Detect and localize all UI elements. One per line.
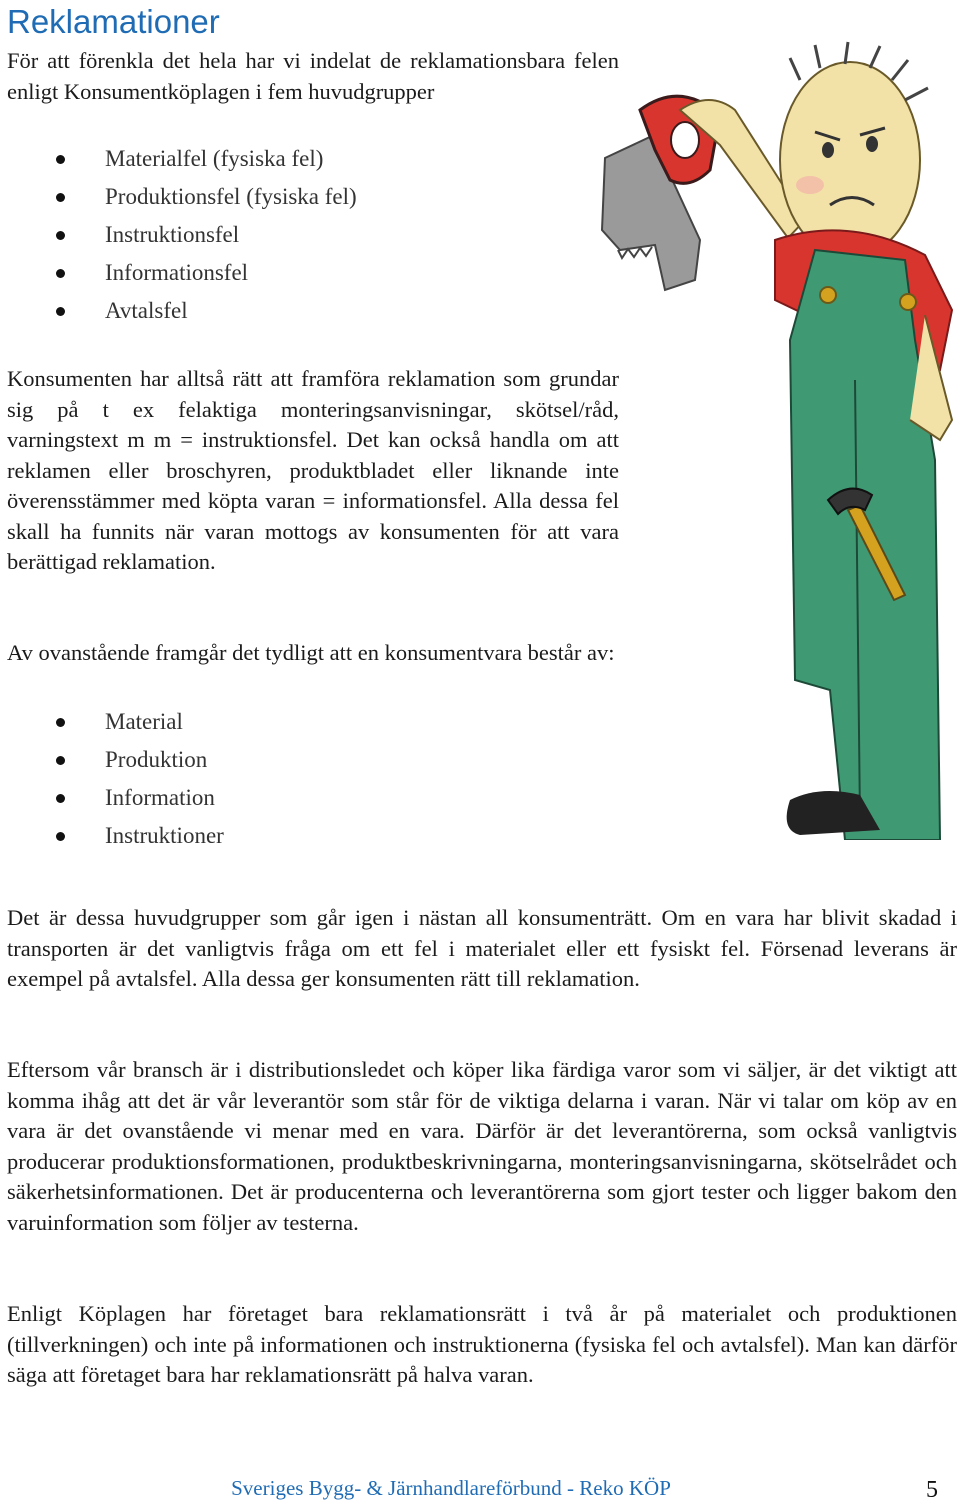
list-item: Informationsfel [0,254,357,292]
list-item: Produktion [0,741,224,779]
list-item: Produktionsfel (fysiska fel) [0,178,357,216]
instructions-paragraph: Konsumenten har alltså rätt att framföra reklamation som grundar sig på t ex felaktiga monteringsanvisningar, skötsel/råd, varningstext m m = instruktionsfel. Det kan också handla om att reklamen eller broschyren, produktbladet eller liknande inte överensstämmer med köpta varan = informationsfel. Alla dessa fel skall ha funnits när varan mottogs av konsumenten för att vara berättigad reklamation. [7,366,619,574]
bullet-icon [56,269,65,278]
list-item: Information [0,779,224,817]
components-list [0,703,224,855]
bullet-icon [56,193,65,202]
bullet-icon [56,794,65,803]
main-groups-paragraph: Det är dessa huvudgrupper som går igen i nästan all konsumenträtt. Om en vara har blivit skadad i transporten är det vanligtvis fråga om ett fel i materialet eller ett fysiskt fel. Försenad leverans är exempel på avtalsfel. Alla dessa ger konsumenten rätt till reklamation. [7,905,957,991]
list-item: Instruktionsfel [0,216,357,254]
list-item: Avtalsfel [0,292,357,330]
worker-illustration [560,40,960,840]
koplagen-paragraph: Enligt Köplagen har företaget bara reklamationsrätt i två år på materialet och produktionen (tillverkningen) och inte på informationen och instruktionerna (fysiska fel och avtalsfel). Man kan därför säga att företaget bara har reklamationsrätt på halva varan. [7,1301,957,1387]
bullet-icon [56,155,65,164]
bullet-icon [56,756,65,765]
fault-groups-list [0,140,357,330]
page-number: 5 [926,1477,938,1503]
list-item: Instruktioner [0,817,224,855]
bullet-icon [56,718,65,727]
consists-paragraph: Av ovanstående framgår det tydligt att en konsumentvara består av: [7,640,615,665]
page-title: Reklamationer [7,3,220,40]
distribution-paragraph: Eftersom vår bransch är i distributionsledet och köper lika färdiga varor som vi säljer, är det viktigt att komma ihåg att det är vår leverantör som står för de viktiga delarna i varan. När vi talar om köp av en vara är det ovanstående vi menar med en vara. Därför är det leverantörerna, som också vanligtvis producerar produktionsformationen, produktbeskrivningarna, monteringsanvisningarna, skötselrådet och säkerhetsinformationen. Det är producenterna och leverantörerna som gjort tester och ligger bakom den varuinformation som följer av testerna. [7,1057,957,1235]
footer-text: Sveriges Bygg- & Järnhandlareförbund - Reko KÖP [231,1476,671,1500]
bullet-icon [56,231,65,240]
bullet-icon [56,307,65,316]
intro-paragraph: För att förenkla det hela har vi indelat de reklamationsbara felen enligt Konsumentköplagen i fem huvudgrupper [7,48,619,104]
head [780,62,920,258]
bullet-icon [56,832,65,841]
list-item: Materialfel (fysiska fel) [0,140,357,178]
list-item: Material [0,703,224,741]
